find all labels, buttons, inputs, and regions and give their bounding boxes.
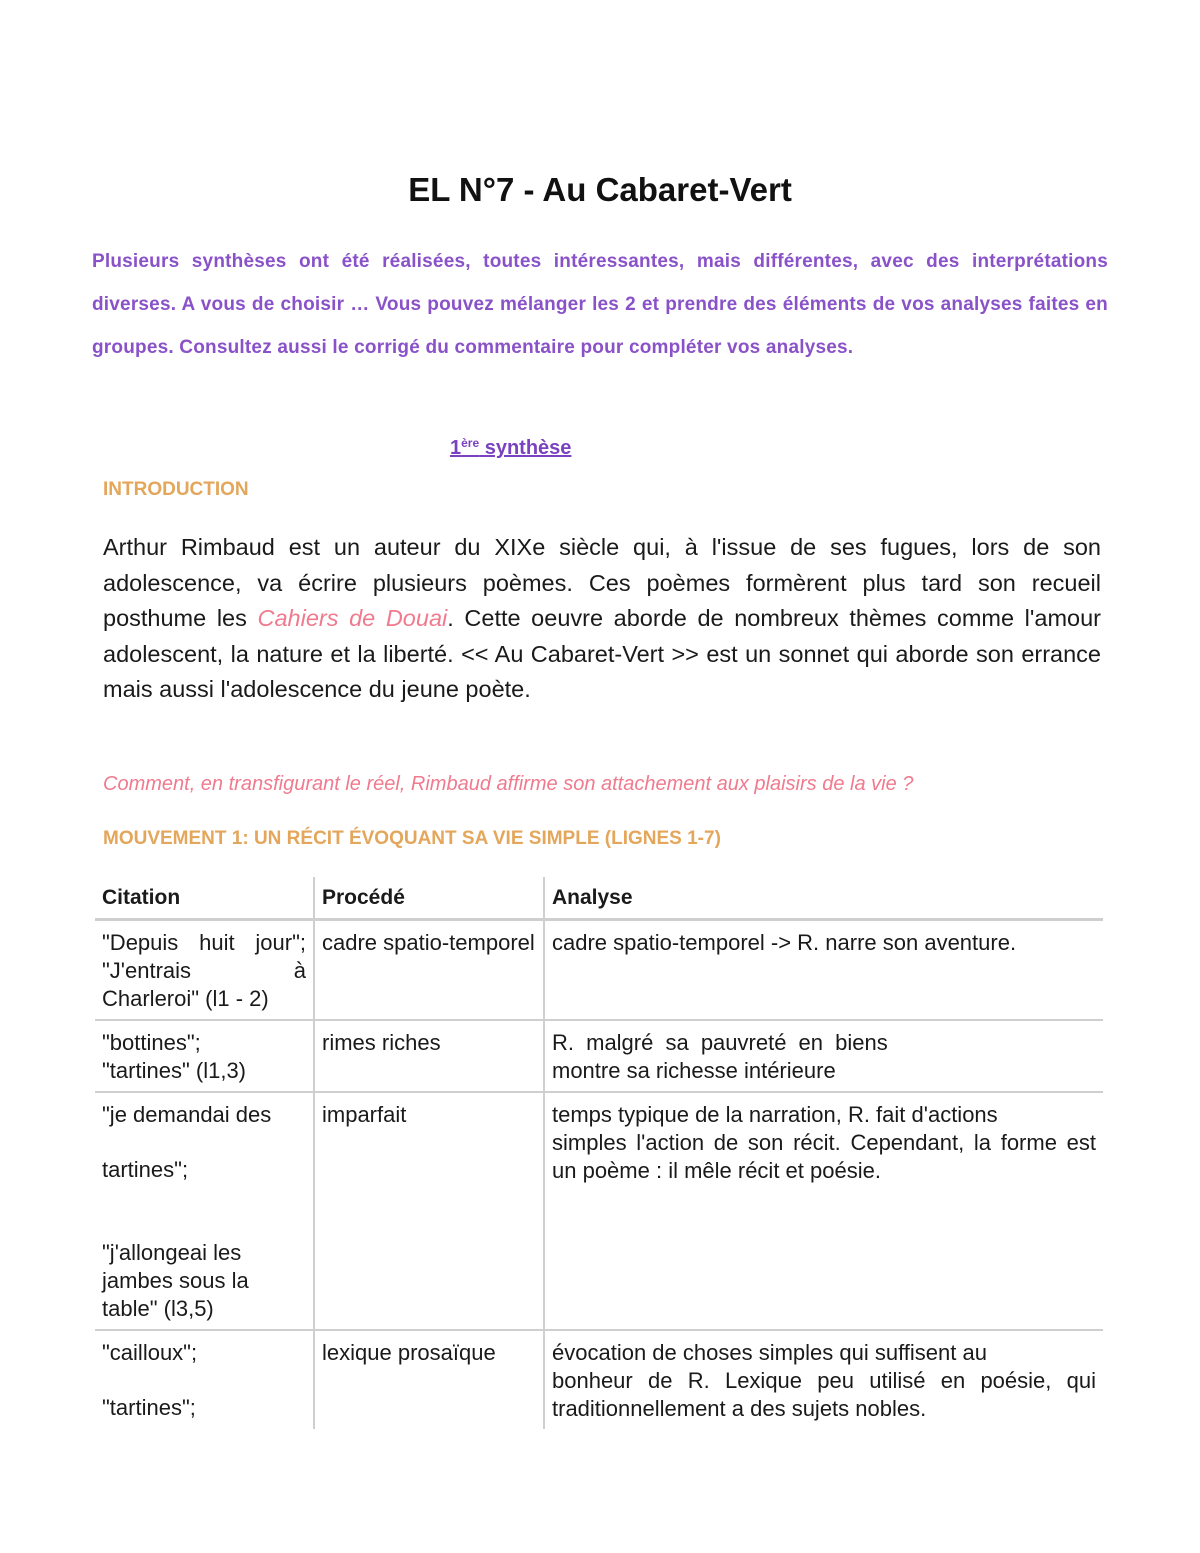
introduction-text-part1: Arthur Rimbaud est un auteur du XIXe siècle qui, à l'issue de ses fugues, lors de son adolescence, va écrire plusieurs poèmes. Ces poèmes formèrent plus tard son recueil posthume les bbox=[103, 534, 1101, 631]
procede-cell: cadre spatio-temporel bbox=[314, 920, 544, 1021]
citation-text: "bottines"; bbox=[102, 1030, 201, 1055]
synthesis-label: synthèse bbox=[479, 437, 572, 459]
citation-cell bbox=[95, 1092, 314, 1330]
analyse-text: bonheur de R. Lexique peu utilisé en poésie, qui traditionnellement a des sujets nobles. bbox=[552, 1368, 1096, 1421]
movement-heading: MOUVEMENT 1: UN RÉCIT ÉVOQUANT SA VIE SIMPLE (LIGNES 1-7) bbox=[103, 828, 721, 849]
analyse-cell bbox=[544, 1330, 1103, 1429]
procede-cell: imparfait bbox=[314, 1092, 544, 1330]
analyse-text: R. malgré sa pauvreté en biens bbox=[552, 1030, 888, 1055]
table-row bbox=[95, 1020, 1103, 1092]
analyse-cell bbox=[544, 1020, 1103, 1092]
analyse-text: évocation de choses simples qui suffisent au bbox=[552, 1340, 987, 1365]
citation-cell bbox=[95, 920, 314, 1021]
citation-text: "tartines" (l1,3) bbox=[102, 1058, 246, 1083]
introduction-heading: INTRODUCTION bbox=[103, 479, 249, 500]
teacher-note: Plusieurs synthèses ont été réalisées, toutes intéressantes, mais différentes, avec des interprétations diverses. A vous de choisir … Vous pouvez mélanger les 2 et prendre des éléments de vos analyses faites en groupes. Consultez aussi le corrigé du commentaire pour compléter vos analyses. bbox=[92, 251, 1108, 358]
analysis-table bbox=[95, 877, 1103, 1429]
table-header-row bbox=[95, 877, 1103, 920]
analyse-text: montre sa richesse intérieure bbox=[552, 1058, 836, 1083]
citation-text: "Depuis huit jour"; "J'entrais à Charleroi" (l1 - 2) bbox=[102, 930, 306, 1011]
introduction-text-part2: . Cette oeuvre aborde de nombreux thèmes comme l'amour adolescent, la nature et la liberté. << Au Cabaret-Vert >> est un sonnet qui aborde son errance mais aussi l'adolescence du jeune poète. bbox=[103, 605, 1101, 702]
citation-cell bbox=[95, 1020, 314, 1092]
header-analyse: Analyse bbox=[544, 877, 1103, 920]
document-title: EL N°7 - Au Cabaret-Vert bbox=[408, 171, 792, 208]
synthesis-heading bbox=[450, 428, 571, 463]
table-row bbox=[95, 920, 1103, 1021]
citation-cell bbox=[95, 1330, 314, 1429]
citation-text: "tartines"; bbox=[102, 1395, 196, 1420]
citation-text: "cailloux"; bbox=[102, 1340, 198, 1365]
header-procede: Procédé bbox=[314, 877, 544, 920]
analyse-text: simples l'action de son récit. Cependant, la forme est un poème : il mêle récit et poésie. bbox=[552, 1130, 1096, 1183]
synthesis-superscript: ère bbox=[461, 436, 480, 450]
analyse-cell bbox=[544, 920, 1103, 1021]
header-citation: Citation bbox=[95, 877, 314, 920]
table-row bbox=[95, 1330, 1103, 1429]
analyse-text: temps typique de la narration, R. fait d'actions bbox=[552, 1102, 998, 1127]
work-title: Cahiers de Douai bbox=[257, 605, 448, 631]
problem-question: Comment, en transfigurant le réel, Rimbaud affirme son attachement aux plaisirs de la vie ? bbox=[103, 773, 914, 795]
analyse-text: cadre spatio-temporel -> R. narre son aventure. bbox=[552, 930, 1017, 955]
citation-text: tartines"; bbox=[102, 1157, 189, 1182]
procede-cell: rimes riches bbox=[314, 1020, 544, 1092]
procede-cell: lexique prosaïque bbox=[314, 1330, 544, 1429]
synthesis-number: 1 bbox=[450, 437, 462, 459]
analyse-cell bbox=[544, 1092, 1103, 1330]
citation-text: "je demandai des bbox=[102, 1102, 272, 1127]
introduction-paragraph bbox=[103, 530, 1101, 708]
table-row bbox=[95, 1092, 1103, 1330]
citation-text: "j'allongeai les jambes sous la table" (l3,5) bbox=[102, 1240, 249, 1321]
